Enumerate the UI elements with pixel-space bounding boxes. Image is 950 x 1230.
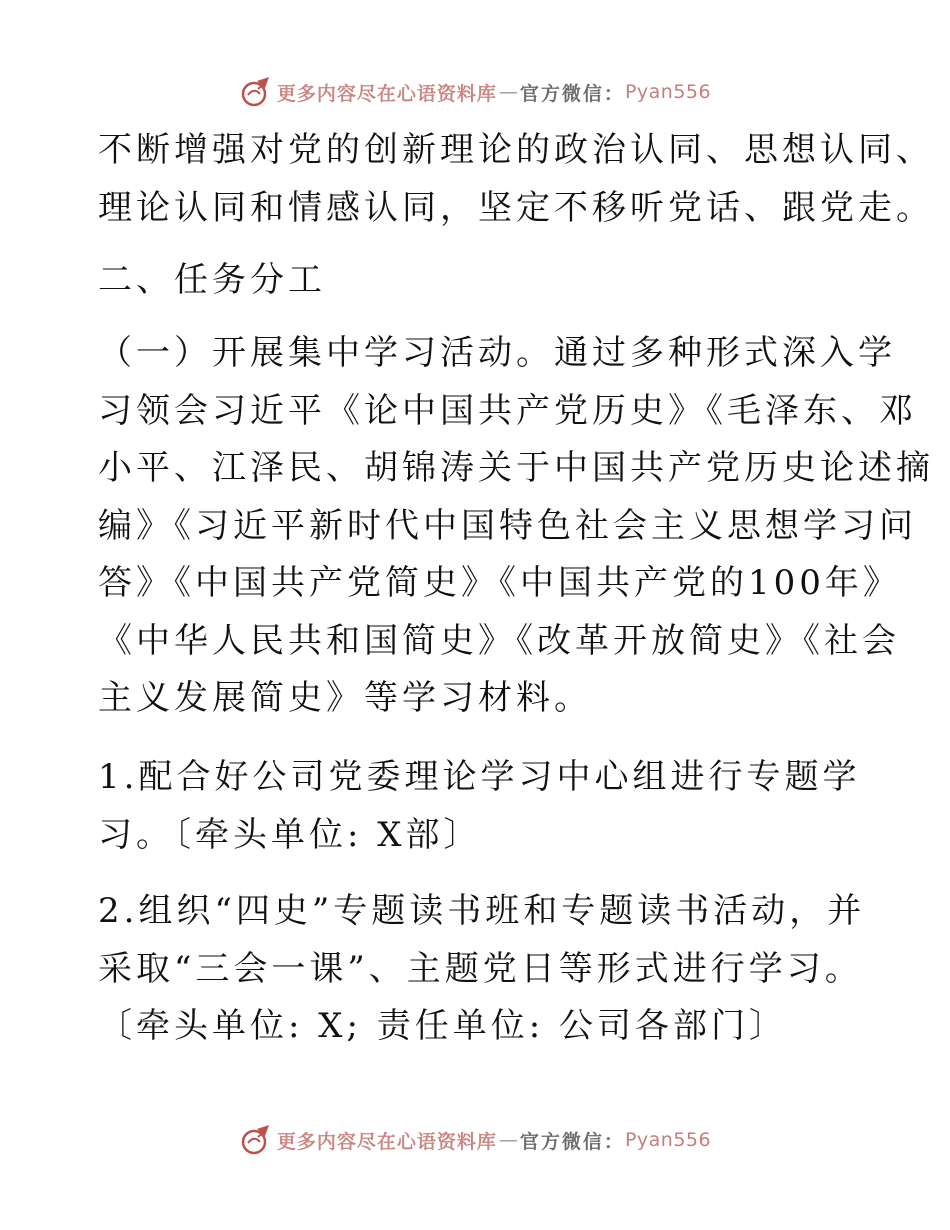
text-line: 采取“三会一课”、主题党日等形式进行学习。 (98, 948, 863, 989)
text-line: 编》《习近平新时代中国特色社会主义思想学习问 (98, 505, 917, 546)
text-line: 《中华人民共和国简史》《改革开放简史》《社会 (98, 620, 900, 661)
watermark-wechat-id: Pyan556 (624, 81, 712, 103)
footer-watermark (0, 1120, 950, 1160)
watermark-wechat-id: Pyan556 (624, 1129, 712, 1151)
text-line: （一）开展集中学习活动。通过多种形式深入学 (98, 333, 896, 373)
text-line: 答》《中国共产党简史》《中国共产党的100年》 (98, 563, 901, 603)
watermark-separator: — (498, 1129, 518, 1151)
logo-icon (239, 75, 273, 109)
paragraph-study-activity (98, 325, 934, 728)
text-line: 习。〔牵头单位: X部〕 (98, 814, 482, 855)
watermark-wechat-label: 官方微信： (519, 1130, 625, 1153)
paragraph-intro (98, 122, 934, 237)
header-watermark (0, 72, 950, 112)
text-line: 理论认同和情感认同，坚定不移听党话、跟党走。 (98, 187, 934, 228)
logo-icon (239, 1123, 273, 1157)
watermark-main-text: 更多内容尽在心语资料库 (276, 82, 497, 105)
section-heading (98, 252, 858, 310)
text-line: 主义发展简史》等学习材料。 (98, 678, 592, 718)
text-line: 2.组织“四史”专题读书班和专题读书活动，并 (98, 891, 866, 931)
list-item-2 (98, 883, 866, 1056)
watermark-separator: — (498, 81, 518, 103)
heading-text: 二、任务分工 (98, 260, 326, 300)
watermark-main-text: 更多内容尽在心语资料库 (276, 1130, 497, 1153)
watermark-wechat-label: 官方微信： (519, 82, 625, 105)
text-line: 小平、江泽民、胡锦涛关于中国共产党历史论述摘 (98, 448, 934, 488)
text-line: 不断增强对党的创新理论的政治认同、思想认同、 (98, 130, 934, 170)
list-item-1 (98, 749, 861, 864)
text-line: 〔牵头单位: X; 责任单位: 公司各部门〕 (98, 1006, 787, 1046)
text-line: 习领会习近平《论中国共产党历史》《毛泽东、邓 (98, 390, 917, 431)
text-line: 1.配合好公司党委理论学习中心组进行专题学 (98, 757, 861, 797)
